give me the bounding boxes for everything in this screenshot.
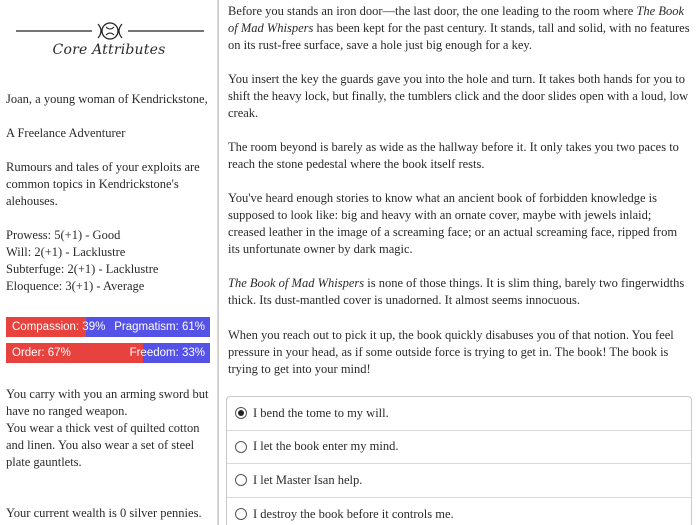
stats-list (6, 227, 212, 295)
story-paragraph: The room beyond is barely as wide as the hallway before it. It only takes you two paces to reach the stone pedestal where the book itself rests. (228, 140, 679, 171)
story-paragraph: When you reach out to pick it up, the book quickly disabuses you of that notion. You feel pressure in your head, as if some outside force is trying to get in. The book! The book is trying to get into your mind! (228, 328, 674, 376)
choice-option[interactable] (227, 464, 691, 498)
book-title: The Book of Mad Whispers (228, 4, 684, 35)
radio-button-icon[interactable] (235, 407, 247, 419)
choice-option[interactable] (227, 397, 691, 431)
choice-list (226, 396, 692, 525)
ornament-icon (12, 20, 208, 42)
compassion-label: Compassion: 39% (12, 321, 106, 333)
radio-button-icon[interactable] (235, 508, 247, 520)
story-paragraph: You insert the key the guards gave you into the hole and turn. It takes both hands for you to shift the heavy lock, but finally, the tumblers click and the door slides open with a loud, low creak. (228, 72, 689, 120)
order-freedom-bar (6, 343, 210, 363)
character-name: Joan, a young woman of Kendrickstone, (6, 92, 208, 106)
choice-option[interactable] (227, 498, 691, 525)
radio-button-icon[interactable] (235, 474, 247, 486)
choice-label: I let Master Isan help. (253, 472, 363, 487)
story-paragraph (228, 275, 690, 309)
choice-label: I bend the tome to my will. (253, 405, 389, 420)
stat-subterfuge: Subterfuge: 2(+1) - Lacklustre (6, 262, 159, 276)
weapon-text: You carry with you an arming sword but have no ranged weapon. (6, 387, 209, 418)
story-paragraph (228, 3, 690, 54)
armour-text: You wear a thick vest of quilted cotton and linen. You also wear a set of steel plate gauntlets. (6, 421, 200, 469)
stat-will: Will: 2(+1) - Lacklustre (6, 245, 126, 259)
wealth-text: Your current wealth is 0 silver pennies. (6, 506, 202, 520)
stat-prowess: Prowess: 5(+1) - Good (6, 228, 121, 242)
story-text: has been kept for the past century. It stands, tall and solid, with no features on its rust-free surface, save a hole just big enough for a key. (228, 21, 690, 52)
freedom-label: Freedom: 33% (129, 347, 205, 359)
radio-button-icon[interactable] (235, 441, 247, 453)
book-title: The Book of Mad Whispers (228, 276, 365, 290)
story-paragraph: You've heard enough stories to know what an ancient book of forbidden knowledge is supposed to look like: big and heavy with an ornate cover, maybe with jewels inlaid; creased leather in the image of a screaming face; or an actual screaming face, ripped from its unfortunate owner by dark magic. (228, 191, 678, 256)
choice-label: I let the book enter my mind. (253, 439, 399, 454)
character-profession: A Freelance Adventurer (6, 126, 126, 140)
story-text: Before you stands an iron door—the last door, the one leading to the room where (228, 4, 637, 18)
compassion-pragmatism-bar (6, 317, 210, 337)
order-label: Order: 67% (12, 347, 71, 359)
stat-eloquence: Eloquence: 3(+1) - Average (6, 279, 145, 293)
choice-label: I destroy the book before it controls me. (253, 506, 454, 521)
equipment-text (6, 386, 212, 471)
choice-option[interactable] (227, 431, 691, 465)
pragmatism-label: Pragmatism: 61% (114, 321, 205, 333)
core-attributes-title: Core Attributes (52, 42, 166, 58)
column-divider (218, 0, 219, 525)
story-text: is none of those things. It is slim thing, barely two fingerwidths thick. Its dust-mantled cover is unadorned. It almost seems innocuous. (228, 276, 685, 307)
character-rumours: Rumours and tales of your exploits are common topics in Kendrickstone's alehouses. (6, 160, 200, 208)
